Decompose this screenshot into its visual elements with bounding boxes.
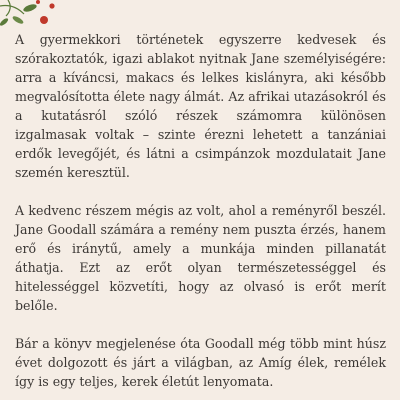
paragraph-3: Bár a könyv megjelenése óta Goodall még több mint húsz évet dolgozott és járt a világban, az Amíg élek, remélek így is egy teljes, kerek életút lenyomata. bbox=[15, 336, 386, 389]
document-body bbox=[15, 30, 386, 400]
paragraph-1: A gyermekkori történetek egyszerre kedvesek és szórakoztatók, igazi ablakot nyitnak Jane személyiségére: arra a kíváncsi, makacs és lelkes kislányra, aki később megvalósította élete nagy álmát. Az afrikai utazásokról és a kutatásról szóló részek számomra különösen izgalmasak voltak – szinte érezni lehetett a tanzániai erdők levegőjét, és látni a csimpánzok mozdulatait Jane szemén keresztül. bbox=[15, 32, 386, 180]
paragraph-2: A kedvenc részem mégis az volt, ahol a reményről beszél. Jane Goodall számára a remény nem puszta érzés, hanem erő és iránytű, amely a munkája minden pillanatát áthatja. Ezt az erőt olyan természetességgel és hitelességgel közvetíti, hogy az olvasó is erőt merít belőle. bbox=[15, 203, 386, 313]
holly-berries-icon bbox=[0, 0, 64, 28]
